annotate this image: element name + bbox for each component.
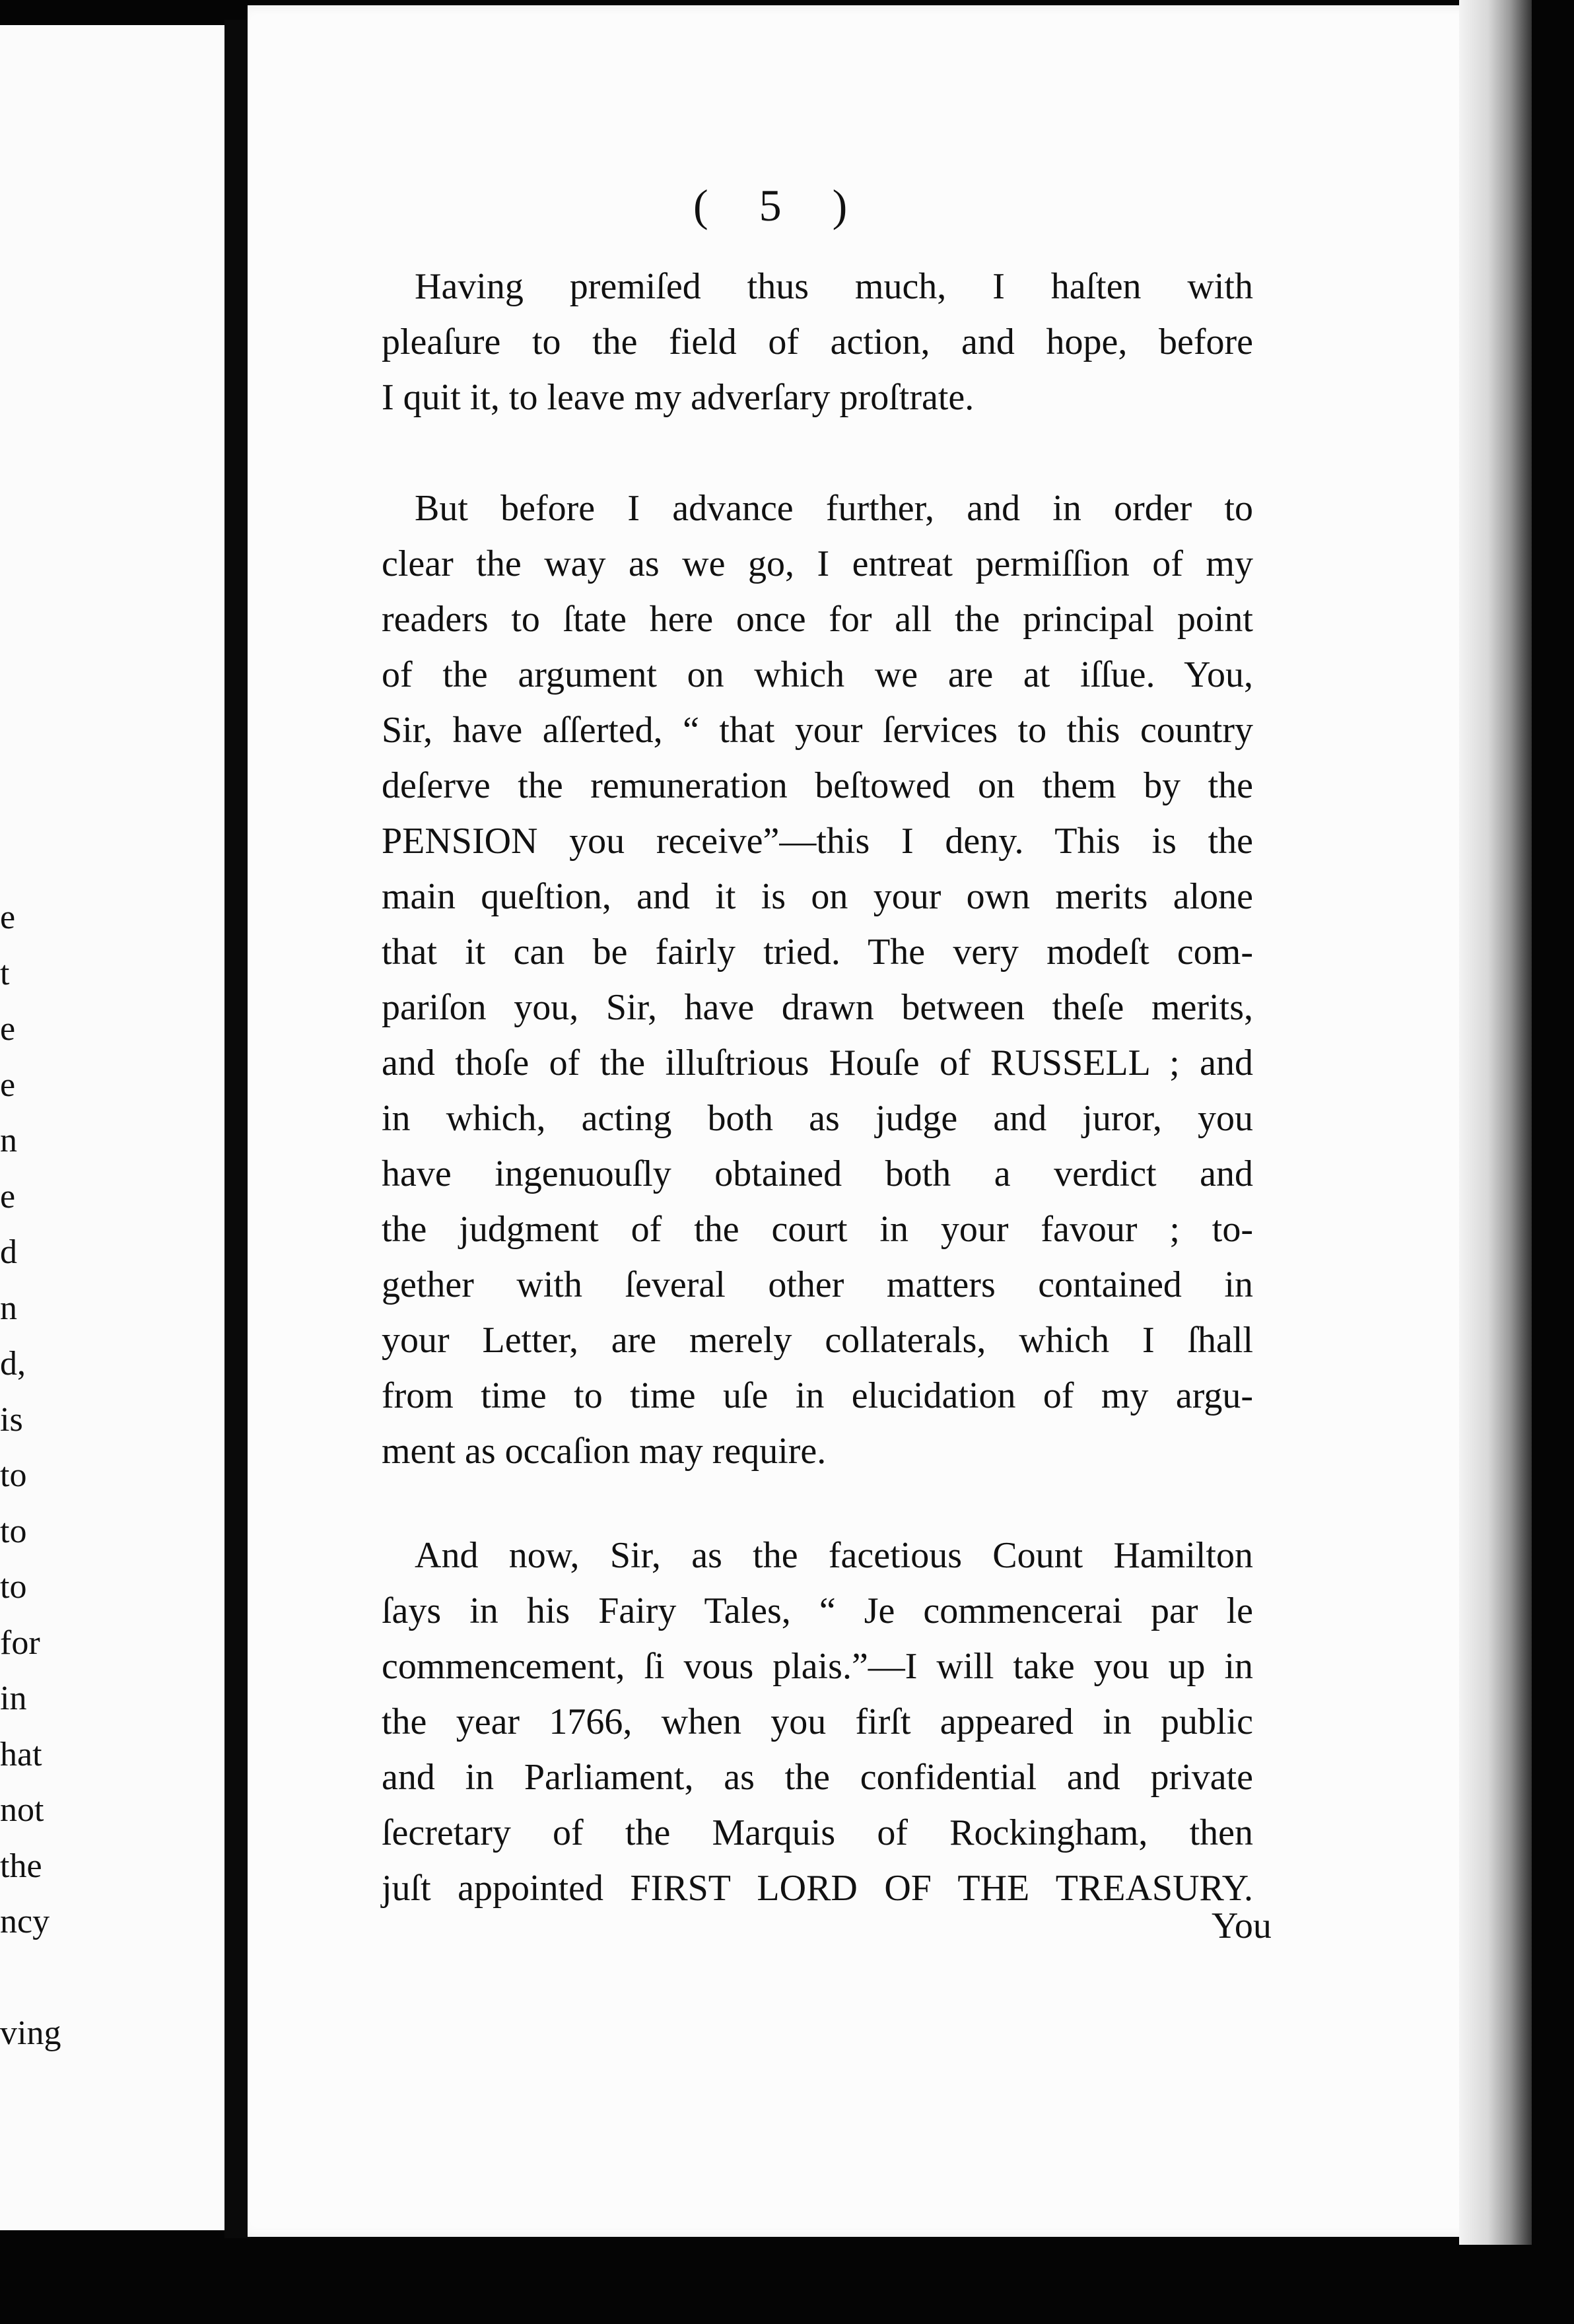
text-line: ſecretary of the Marquis of Rockingham, then bbox=[382, 1812, 1253, 1853]
text-line: I quit it, to leave my adverſary proſtrate. bbox=[382, 377, 975, 418]
fragment: d bbox=[0, 1233, 17, 1271]
text-line: pleaſure to the field of action, and hope, before bbox=[382, 322, 1253, 362]
fragment: not bbox=[0, 1791, 44, 1829]
fragment: e bbox=[0, 899, 16, 936]
text-line: ment as occaſion may require. bbox=[382, 1431, 827, 1472]
text-line: have ingenuouſly obtained both a verdict and bbox=[382, 1153, 1253, 1194]
paragraph-2 bbox=[382, 481, 1253, 1479]
text-line: of the argument on which we are at iſſue. You, bbox=[382, 654, 1253, 695]
text-line: Having premiſed thus much, I haſten with bbox=[415, 266, 1253, 307]
text-line: readers to ſtate here once for all the principal point bbox=[382, 599, 1253, 640]
fragment: to bbox=[0, 1456, 27, 1494]
fragment: hat bbox=[0, 1735, 42, 1773]
fragment: ncy bbox=[0, 1903, 50, 1940]
text-line: in which, acting both as judge and juror, you bbox=[382, 1098, 1253, 1139]
text-line: the year 1766, when you firſt appeared in public bbox=[382, 1701, 1253, 1742]
fragment: to bbox=[0, 1568, 27, 1606]
text-line: clear the way as we go, I entreat permiſſion of my bbox=[382, 543, 1253, 584]
paragraph-1 bbox=[382, 259, 1253, 425]
text-line: gether with ſeveral other matters contained in bbox=[382, 1264, 1253, 1305]
text-line: the judgment of the court in your favour ; to- bbox=[382, 1209, 1253, 1250]
text-line: ſays in his Fairy Tales, “ Je commencerai par le bbox=[382, 1590, 1253, 1631]
facing-page-text bbox=[0, 890, 224, 2062]
text-line: But before I advance further, and in order to bbox=[415, 488, 1253, 529]
fragment: e bbox=[0, 1177, 16, 1215]
fragment: ving bbox=[0, 2014, 61, 2052]
page-edge bbox=[1459, 0, 1532, 2245]
text-line: pariſon you, Sir, have drawn between theſe merits, bbox=[382, 987, 1253, 1028]
fragment: the bbox=[0, 1847, 42, 1885]
facing-page bbox=[0, 25, 228, 2230]
text-line: juſt appointed FIRST LORD OF THE TREASURY. bbox=[382, 1868, 1253, 1909]
fragment bbox=[0, 1950, 224, 2006]
text-line: that it can be fairly tried. The very modeſt com- bbox=[382, 932, 1253, 973]
text-line: PENSION you receive”—this I deny. This is the bbox=[382, 821, 1253, 862]
page-number: ( 5 ) bbox=[693, 180, 868, 230]
text-line: commencement, ſi vous plais.”—I will take you up in bbox=[382, 1646, 1253, 1687]
fragment: d, bbox=[0, 1345, 26, 1383]
paragraph-3 bbox=[382, 1528, 1253, 1916]
text-line: deſerve the remuneration beſtowed on them by the bbox=[382, 765, 1253, 806]
fragment: in bbox=[0, 1680, 27, 1717]
catchword: You bbox=[1212, 1905, 1272, 1946]
gutter bbox=[224, 20, 251, 2238]
text-line: from time to time uſe in elucidation of my argu- bbox=[382, 1375, 1253, 1416]
fragment: n bbox=[0, 1289, 17, 1327]
text-line: and in Parliament, as the confidential and private bbox=[382, 1757, 1253, 1798]
text-line: And now, Sir, as the facetious Count Hamilton bbox=[415, 1535, 1253, 1576]
text-line: Sir, have aſſerted, “ that your ſervices to this country bbox=[382, 710, 1253, 751]
text-line: main queſtion, and it is on your own merits alone bbox=[382, 876, 1253, 917]
text-line: your Letter, are merely collaterals, which I ſhall bbox=[382, 1320, 1253, 1361]
fragment: e bbox=[0, 1010, 16, 1048]
fragment: e bbox=[0, 1066, 16, 1104]
fragment: to bbox=[0, 1512, 27, 1550]
fragment: for bbox=[0, 1623, 40, 1662]
fragment: is bbox=[0, 1400, 23, 1439]
fragment: t bbox=[0, 954, 10, 992]
text-line: and thoſe of the illuſtrious Houſe of RUSSELL ; and bbox=[382, 1042, 1253, 1083]
fragment: n bbox=[0, 1122, 17, 1159]
